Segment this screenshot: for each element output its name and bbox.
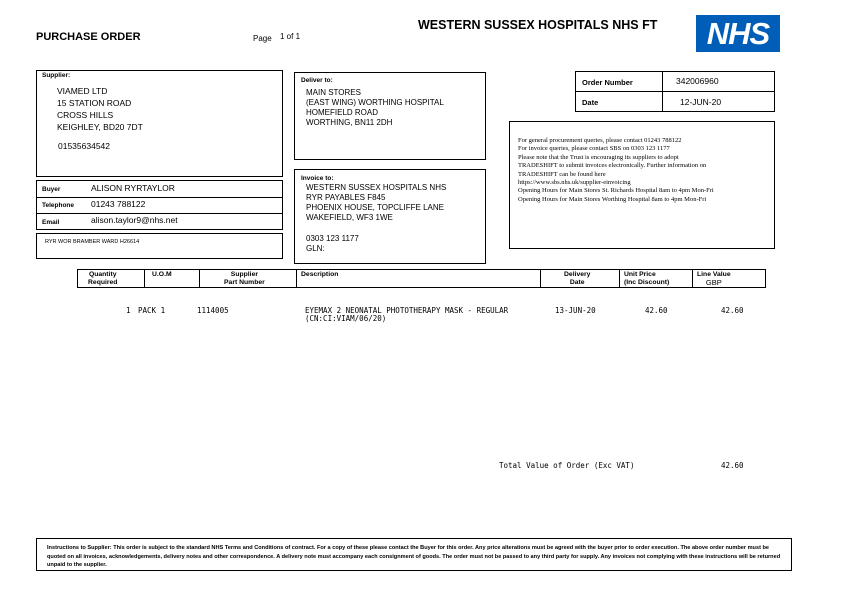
deliver-to-address (306, 88, 444, 128)
info-line: Please note that the Trust is encouraging its suppliers to adopt (518, 153, 679, 161)
footer-instructions-box (36, 538, 792, 571)
info-line: For general procurement queries, please contact 01243 788122 (518, 137, 682, 144)
supplier-line: 15 STATION ROAD (57, 98, 132, 108)
table-header (77, 269, 766, 288)
page-title: PURCHASE ORDER (36, 31, 141, 43)
buyer-name: ALISON RYRTAYLOR (91, 183, 175, 193)
page-number: 1 of 1 (280, 32, 301, 41)
total-value: 42.60 (721, 461, 744, 470)
order-date-label: Date (582, 98, 599, 107)
divider (37, 213, 282, 214)
deliver-to-label: Deliver to: (301, 77, 333, 84)
row-description-code: (CN:CI:VIAM/06/20) (305, 314, 387, 323)
header-value-line1: Line Value (697, 271, 731, 278)
row-part: 1114005 (197, 306, 229, 315)
order-number: 342006960 (676, 76, 719, 86)
header-price-line1: Unit Price (624, 271, 656, 278)
divider (296, 270, 297, 287)
invoice-line: PHOENIX HOUSE, TOPCLIFFE LANE (306, 203, 444, 212)
divider (662, 72, 663, 111)
divider (576, 91, 774, 92)
divider (619, 270, 620, 287)
supplier-line: VIAMED LTD (57, 86, 108, 96)
supplier-line: CROSS HILLS (57, 110, 114, 120)
invoice-to-address (306, 183, 446, 223)
header-delivery-line1: Delivery (564, 271, 591, 278)
email-label: Email (42, 219, 60, 226)
buyer-box (36, 180, 283, 230)
header-quantity-line1: Quantity (88, 271, 117, 278)
info-line: Opening Hours for Main Stores Worthing Hospital 8am to 4pm Mon-Fri (518, 195, 707, 203)
supplier-box (36, 70, 283, 177)
header-quantity-line2: Required (88, 279, 118, 286)
info-text (518, 137, 774, 204)
row-qty: 1 (126, 306, 131, 315)
divider (144, 270, 145, 287)
supplier-line: KEIGHLEY, BD20 7DT (57, 122, 143, 132)
invoice-line: WAKEFIELD, WF3 1WE (306, 213, 393, 222)
header-value-line2: GBP (705, 278, 722, 287)
invoice-to-box (294, 169, 486, 264)
row-line-value: 42.60 (721, 306, 744, 315)
header-description: Description (301, 271, 339, 278)
buyer-email[interactable]: alison.taylor9@nhs.net (91, 215, 178, 225)
row-uom: PACK 1 (138, 306, 166, 315)
deliver-line: WORTHING, BN11 2DH (306, 118, 393, 127)
order-box (575, 71, 775, 112)
invoice-line: RYR PAYABLES F845 (306, 193, 386, 202)
deliver-line: MAIN STORES (306, 88, 361, 97)
divider (199, 270, 200, 287)
buyer-telephone: 01243 788122 (91, 199, 146, 209)
header-line-value (697, 271, 731, 287)
row-description: EYEMAX 2 NEONATAL PHOTOTHERAPY MASK - REGULAR (305, 306, 509, 315)
reference-text: RYR WOR BRAMBER WARD H26614 (45, 239, 140, 245)
divider (692, 270, 693, 287)
header-unit-price (624, 271, 669, 287)
invoice-phone: 0303 123 1177 (306, 234, 359, 243)
order-date: 12-JUN-20 (680, 97, 722, 107)
invoice-line: WESTERN SUSSEX HOSPITALS NHS (306, 183, 447, 192)
reference-box (36, 233, 283, 259)
footer-instructions: Instructions to Supplier: This order is subject to the standard NHS Terms and Conditions of contract. For a copy of these please contact the Buyer for this order. Any price alterations must be agreed with the buyer prior to order execution. The above order number must be quoted on all invoices, acknowledgements, delivery notes and other correspondence. A delivery note must accompany each consignment of goods. The order must not be passed to any third party for supply. Any invoices not complying with these instructions will be returned unpaid to the supplier. (47, 545, 781, 568)
header-delivery (564, 271, 590, 287)
header-uom: U.O.M (152, 271, 172, 278)
row-delivery-date: 13-JUN-20 (555, 306, 596, 315)
nhs-logo: NHS (696, 15, 780, 52)
info-line: TRADESHIFT can be found here (518, 170, 606, 178)
buyer-label: Buyer (42, 186, 61, 193)
org-name: WESTERN SUSSEX HOSPITALS NHS FT (418, 18, 658, 32)
total-label: Total Value of Order (Exc VAT) (499, 461, 635, 470)
info-line[interactable]: https://www.sbs.nhs.uk/supplier-einvoicing (518, 179, 631, 187)
table-row (0, 306, 842, 326)
info-line: For invoice queries, please contact SBS on 0303 123 1177 (518, 145, 670, 153)
invoice-to-label: Invoice to: (301, 175, 334, 182)
order-number-label: Order Number (582, 78, 633, 87)
page-label: Page (253, 34, 272, 43)
header-quantity (88, 271, 117, 287)
header-supplier-part (224, 271, 265, 287)
row-unit-price: 42.60 (645, 306, 668, 315)
invoice-gln: GLN: (306, 244, 325, 253)
deliver-line: (EAST WING) WORTHING HOSPITAL (306, 98, 444, 107)
telephone-label: Telephone (42, 202, 75, 209)
info-line: TRADESHIFT to submit invoices electronically. Further information on (518, 162, 707, 170)
supplier-phone: 01535634542 (58, 141, 111, 151)
divider (37, 197, 282, 198)
info-box (509, 121, 775, 249)
deliver-to-box (294, 72, 486, 160)
header-part-line2: Part Number (224, 279, 265, 286)
divider (540, 270, 541, 287)
info-line: Opening Hours for Main Stores St. Richards Hospital 8am to 4pm Mon-Fri (518, 187, 714, 195)
header-part-line1: Supplier (230, 271, 258, 278)
header-price-line2: (Inc Discount) (624, 279, 670, 286)
deliver-line: HOMEFIELD ROAD (306, 108, 379, 117)
header-delivery-line2: Date (569, 279, 585, 286)
supplier-label: Supplier: (42, 72, 71, 79)
supplier-address (57, 85, 143, 133)
